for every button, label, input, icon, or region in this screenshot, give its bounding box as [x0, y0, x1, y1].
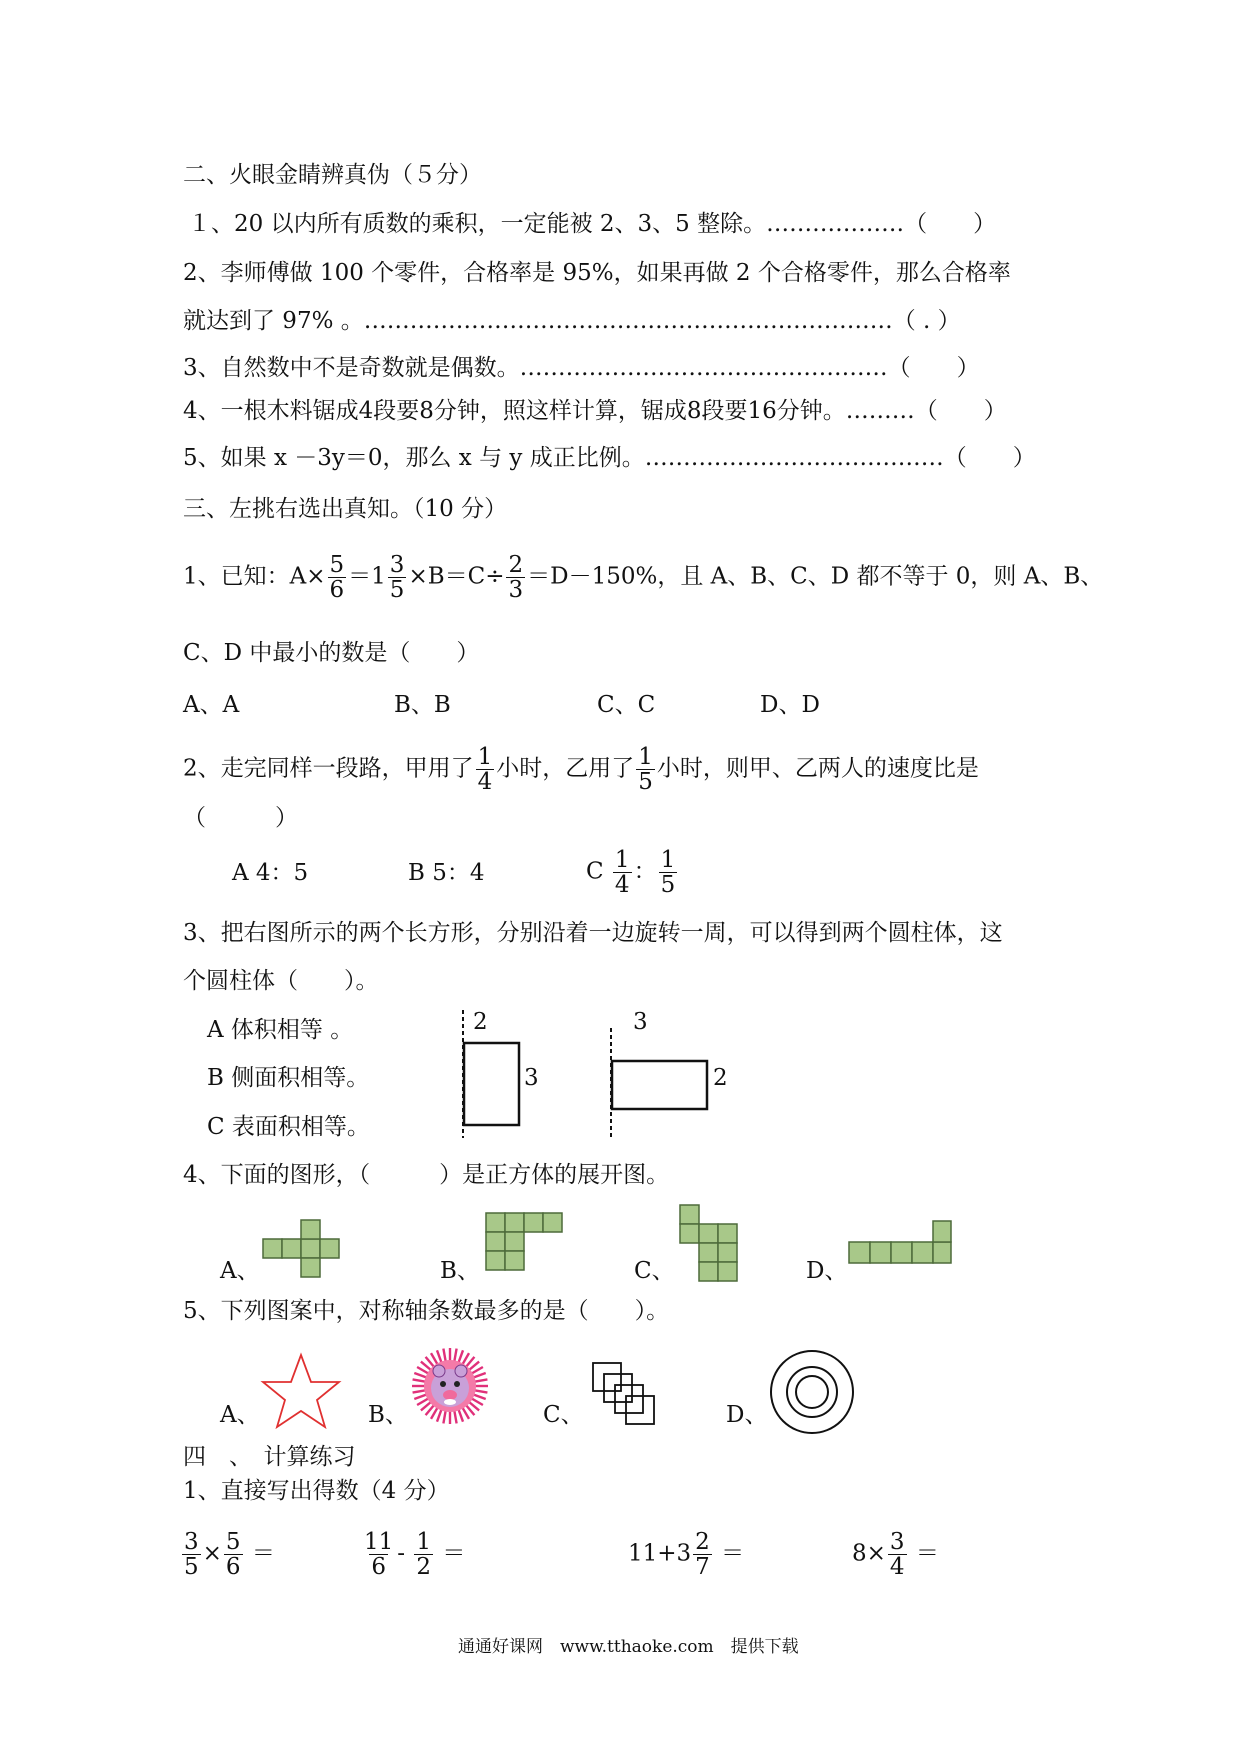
fraction: $\frac{5}{6}$	[225, 1529, 241, 1580]
calc-expr-2: $\frac{11}{6}$ - $\frac{1}{2}$ ＝	[364, 1529, 466, 1580]
sym-label-a: A、	[220, 1402, 260, 1428]
sym-label-c: C、	[543, 1402, 584, 1428]
rect2-top-label: 3	[633, 1009, 648, 1035]
cube-net-c	[680, 1205, 740, 1285]
judge-item-2-line2: 就达到了 97% 。……………………………………………………………（ . ）	[183, 308, 961, 334]
choice-q4-text: 4、下面的图形，（ ）是正方体的展开图。	[183, 1162, 670, 1188]
cube-net-a	[263, 1220, 359, 1278]
judge-item-4: 4、一根木料锯成4段要8分钟，照这样计算，锯成8段要16分钟。………（ ）	[183, 398, 1007, 424]
rect1-top-label: 2	[473, 1009, 488, 1035]
fraction: $\frac{2}{7}$	[695, 1529, 710, 1580]
judge-item-5: 5、如果 x －3y＝0，那么 x 与 y 成正比例。…………………………………（ ）	[183, 445, 1036, 471]
fraction: $\frac{3}{5}$	[389, 552, 405, 603]
choice-q5-text: 5、下列图案中，对称轴条数最多的是（ ）。	[183, 1298, 670, 1324]
cube-net-b	[486, 1213, 568, 1273]
fraction: $\frac{3}{4}$	[889, 1529, 905, 1580]
fraction: $\frac{1}{5}$	[638, 744, 653, 795]
choice-q2-line2: （ ）	[183, 805, 298, 831]
choice-q1-line1: 1、已知：A× $\frac{5}{6}$ ＝1 $\frac{3}{5}$ ×B＝C÷ $\frac{2}{3}$ ＝D－150%，且 A、B、C、D 都不等于 0，则 A、B、	[183, 552, 1104, 603]
fraction: $\frac{1}{4}$	[477, 744, 493, 795]
choice-q1-option-b: B、B	[394, 692, 451, 718]
fraction: $\frac{11}{6}$	[364, 1529, 394, 1580]
net-label-c: C、	[634, 1258, 675, 1284]
choice-q3-option-a: A 体积相等 。	[207, 1017, 354, 1043]
judge-item-2-line1: 2、李师傅做 100 个零件，合格率是 95%，如果再做 2 个合格零件，那么合格率	[183, 260, 1011, 286]
footer-text: 通通好课网 www.tthaoke.com 提供下载	[458, 1637, 799, 1657]
calc-expr-4: 8× $\frac{3}{4}$ ＝	[852, 1529, 939, 1580]
concentric-circles-icon	[768, 1348, 856, 1436]
star-icon	[260, 1352, 342, 1430]
lion-face-icon	[410, 1346, 490, 1426]
calc-expr-1: $\frac{3}{5}$ × $\frac{5}{6}$ ＝	[184, 1529, 275, 1580]
net-label-a: A、	[220, 1258, 260, 1284]
fraction: $\frac{1}{5}$	[660, 847, 676, 898]
choice-q3-option-c: C 表面积相等。	[207, 1114, 370, 1140]
judge-item-1: １、20 以内所有质数的乘积，一定能被 2、3、5 整除。………………（ ）	[188, 211, 997, 237]
choice-q2-option-c: C $\frac{1}{4}$ ： $\frac{1}{5}$	[586, 847, 676, 898]
rect2-side-label: 2	[713, 1065, 728, 1091]
section-4-sub1: 1、直接写出得数（4 分）	[183, 1478, 450, 1504]
choice-q3-line2: 个圆柱体（ ）。	[183, 968, 379, 994]
net-label-b: B、	[440, 1258, 480, 1284]
choice-q1-line2: C、D 中最小的数是（ ）	[183, 640, 480, 666]
choice-q3-line1: 3、把右图所示的两个长方形，分别沿着一边旋转一周，可以得到两个圆柱体，这	[183, 920, 1003, 946]
choice-q1-option-a: A、A	[183, 692, 240, 718]
calc-expr-3: 11+3 $\frac{2}{7}$ ＝	[628, 1529, 745, 1580]
rect1-side-label: 3	[524, 1065, 539, 1091]
fraction: $\frac{5}{6}$	[329, 552, 345, 603]
overlapping-squares-icon	[592, 1362, 658, 1432]
choice-q2-option-b: B 5：4	[408, 860, 485, 886]
section-2-title: 二、火眼金睛辨真伪（５分）	[183, 162, 482, 188]
choice-q2-line1: 2、走完同样一段路，甲用了 $\frac{1}{4}$ 小时，乙用了 $\frac{1}{5}$ 小时，则甲、乙两人的速度比是	[183, 744, 979, 795]
choice-q3-option-b: B 侧面积相等。	[207, 1065, 370, 1091]
fraction: $\frac{1}{2}$	[416, 1529, 432, 1580]
fraction: $\frac{2}{3}$	[508, 552, 524, 603]
judge-item-3: 3、自然数中不是奇数就是偶数。…………………………………………（ ）	[183, 355, 980, 381]
section-3-title: 三、左挑右选出真知。（10 分）	[183, 496, 508, 522]
fraction: $\frac{1}{4}$	[614, 847, 630, 898]
section-4-title: 四 、 计算练习	[183, 1444, 356, 1470]
cube-net-d	[849, 1220, 953, 1266]
sym-label-d: D、	[726, 1402, 768, 1428]
choice-q1-option-c: C、C	[597, 692, 656, 718]
fraction: $\frac{3}{5}$	[184, 1529, 199, 1580]
choice-q2-option-a: A 4：5	[232, 860, 309, 886]
choice-q1-option-d: D、D	[760, 692, 820, 718]
sym-label-b: B、	[368, 1402, 408, 1428]
rotation-rectangles-figure	[455, 1010, 735, 1145]
net-label-d: D、	[806, 1258, 848, 1284]
